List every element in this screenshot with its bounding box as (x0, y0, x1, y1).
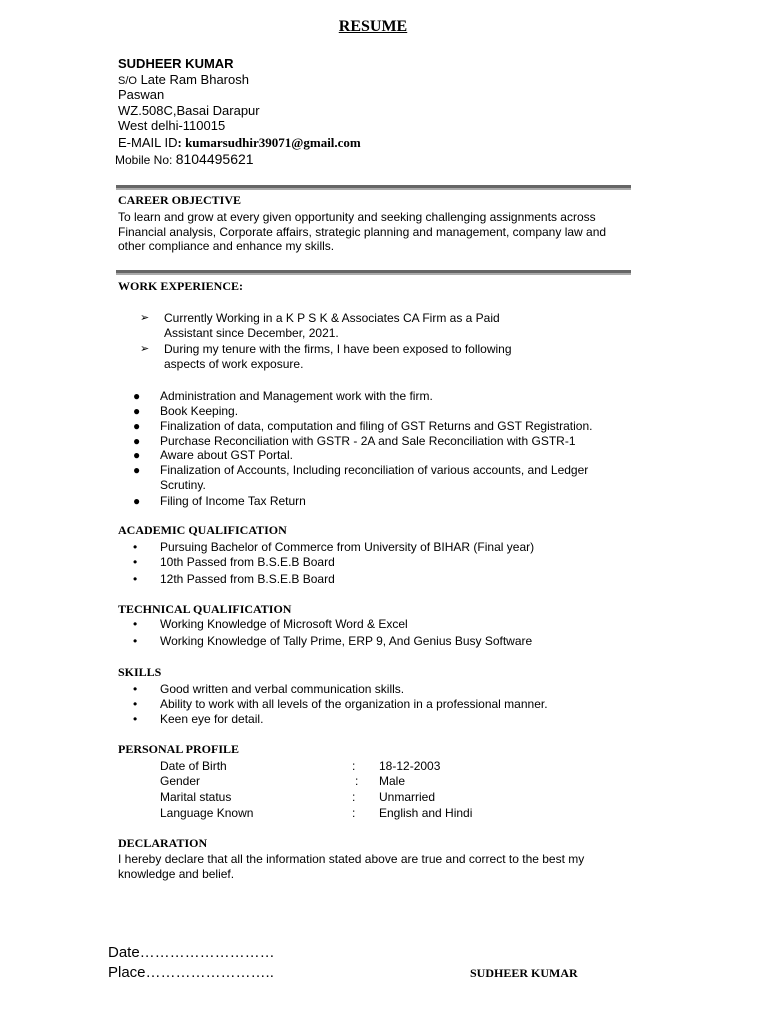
list-item (133, 463, 603, 492)
technical-heading: TECHNICAL QUALIFICATION (118, 602, 292, 616)
academic-heading: ACADEMIC QUALIFICATION (118, 523, 287, 537)
declaration-heading: DECLARATION (118, 836, 208, 850)
profile-value: English and Hindi (379, 806, 473, 820)
arrow-item-text: Currently Working in a K P S K & Associates CA Firm as a Paid Assistant since December, 2021. (164, 311, 500, 340)
list-item (133, 434, 633, 449)
list-item (133, 572, 633, 587)
list-item (133, 617, 633, 632)
list-item (133, 634, 633, 649)
bullet-icon: ● (133, 448, 141, 462)
bullet-icon: • (133, 540, 138, 554)
email-value: kumarsudhir39071@gmail.com (185, 135, 361, 150)
list-item (133, 389, 633, 404)
signature-name: SUDHEER KUMAR (470, 966, 578, 980)
career-objective-heading: CAREER OBJECTIVE (118, 193, 242, 207)
address-line1: WZ.508C,Basai Darapur (118, 103, 260, 118)
profile-separator: : (352, 759, 356, 773)
list-item-text: Administration and Management work with the firm. (160, 389, 433, 403)
bullet-icon: ● (133, 434, 141, 448)
list-item (133, 404, 633, 419)
bullet-icon: • (133, 572, 138, 586)
arrow-list-item (140, 311, 540, 340)
profile-separator: : (352, 790, 356, 804)
skills-heading: SKILLS (118, 665, 162, 679)
candidate-name: SUDHEER KUMAR (118, 56, 234, 71)
page-title: RESUME (338, 18, 408, 35)
profile-value: Unmarried (379, 790, 436, 804)
profile-value: 18-12-2003 (379, 759, 441, 773)
profile-value: Male (379, 774, 406, 788)
list-item-text: Working Knowledge of Tally Prime, ERP 9, And Genius Busy Software (160, 634, 533, 648)
mobile-value: 8104495621 (175, 151, 254, 167)
career-objective-text: To learn and grow at every given opportunity and seeking challenging assignments across Financial analysis, Corporate affairs, strategic planning and management, company law and other compliance and enhance my skills. (118, 210, 607, 253)
list-item (133, 448, 633, 463)
list-item-text: 12th Passed from B.S.E.B Board (160, 572, 335, 586)
declaration-text: I hereby declare that all the information stated above are true and correct to the best my knowledge and belief. (118, 852, 585, 881)
address-line2: West delhi-110015 (118, 118, 226, 133)
bullet-icon: ● (133, 389, 141, 403)
list-item-text: Finalization of Accounts, Including reconciliation of various accounts, and Ledger Scrutiny. (160, 463, 589, 492)
profile-label: Gender (160, 774, 201, 788)
list-item (133, 540, 633, 555)
place-line: Place…………………….. (108, 964, 274, 981)
list-item (133, 419, 633, 434)
list-item-text: Finalization of data, computation and filing of GST Returns and GST Registration. (160, 419, 593, 433)
list-item-text: Working Knowledge of Microsoft Word & Excel (160, 617, 408, 631)
list-item (133, 697, 633, 712)
list-item-text: Good written and verbal communication skills. (160, 682, 405, 696)
profile-label: Date of Birth (160, 759, 227, 773)
list-item-text: Ability to work with all levels of the organization in a professional manner. (160, 697, 548, 711)
profile-separator: : (352, 806, 356, 820)
email-label: E-MAIL ID (118, 135, 178, 150)
arrow-bullet-icon: ➢ (140, 343, 150, 355)
work-experience-heading: WORK EXPERIENCE: (118, 279, 244, 293)
bullet-icon: • (133, 712, 138, 726)
so-prefix: S/O (118, 75, 137, 87)
list-item-text: Aware about GST Portal. (160, 448, 293, 462)
list-item-text: Book Keeping. (160, 404, 239, 418)
bullet-icon: ● (133, 494, 141, 508)
bullet-icon: • (133, 555, 138, 569)
arrow-list-item (140, 342, 540, 371)
arrow-bullet-icon: ➢ (140, 312, 150, 324)
arrow-item-text: During my tenure with the firms, I have been exposed to following aspects of work exposure. (164, 342, 512, 371)
list-item-text: Pursuing Bachelor of Commerce from University of BIHAR (Final year) (160, 540, 535, 554)
section-divider (116, 185, 631, 190)
bullet-icon: • (133, 617, 138, 631)
bullet-icon: ● (133, 404, 141, 418)
profile-label: Marital status (160, 790, 232, 804)
list-item (133, 682, 633, 697)
so-name-line2: Paswan (118, 87, 165, 102)
profile-separator: : (355, 774, 359, 788)
bullet-icon: • (133, 697, 138, 711)
date-line: Date……………………… (108, 944, 275, 961)
bullet-icon: ● (133, 463, 141, 477)
list-item-text: 10th Passed from B.S.E.B Board (160, 555, 335, 569)
so-name: Late Ram Bharosh (136, 72, 249, 87)
bullet-icon: • (133, 682, 138, 696)
mobile-line (115, 152, 254, 168)
list-item-text: Purchase Reconciliation with GSTR - 2A and Sale Reconciliation with GSTR-1 (160, 434, 576, 448)
email-line: E-MAIL ID: kumarsudhir39071@gmail.com (118, 135, 361, 150)
list-item (133, 555, 633, 570)
list-item-text: Filing of Income Tax Return (160, 494, 306, 508)
list-item (133, 494, 633, 509)
list-item-text: Keen eye for detail. (160, 712, 264, 726)
bullet-icon: ● (133, 419, 141, 433)
personal-profile-heading: PERSONAL PROFILE (118, 742, 240, 756)
profile-label: Language Known (160, 806, 254, 820)
bullet-icon: • (133, 634, 138, 648)
list-item (133, 712, 633, 727)
mobile-label: Mobile No: (115, 153, 176, 167)
section-divider (116, 270, 631, 275)
